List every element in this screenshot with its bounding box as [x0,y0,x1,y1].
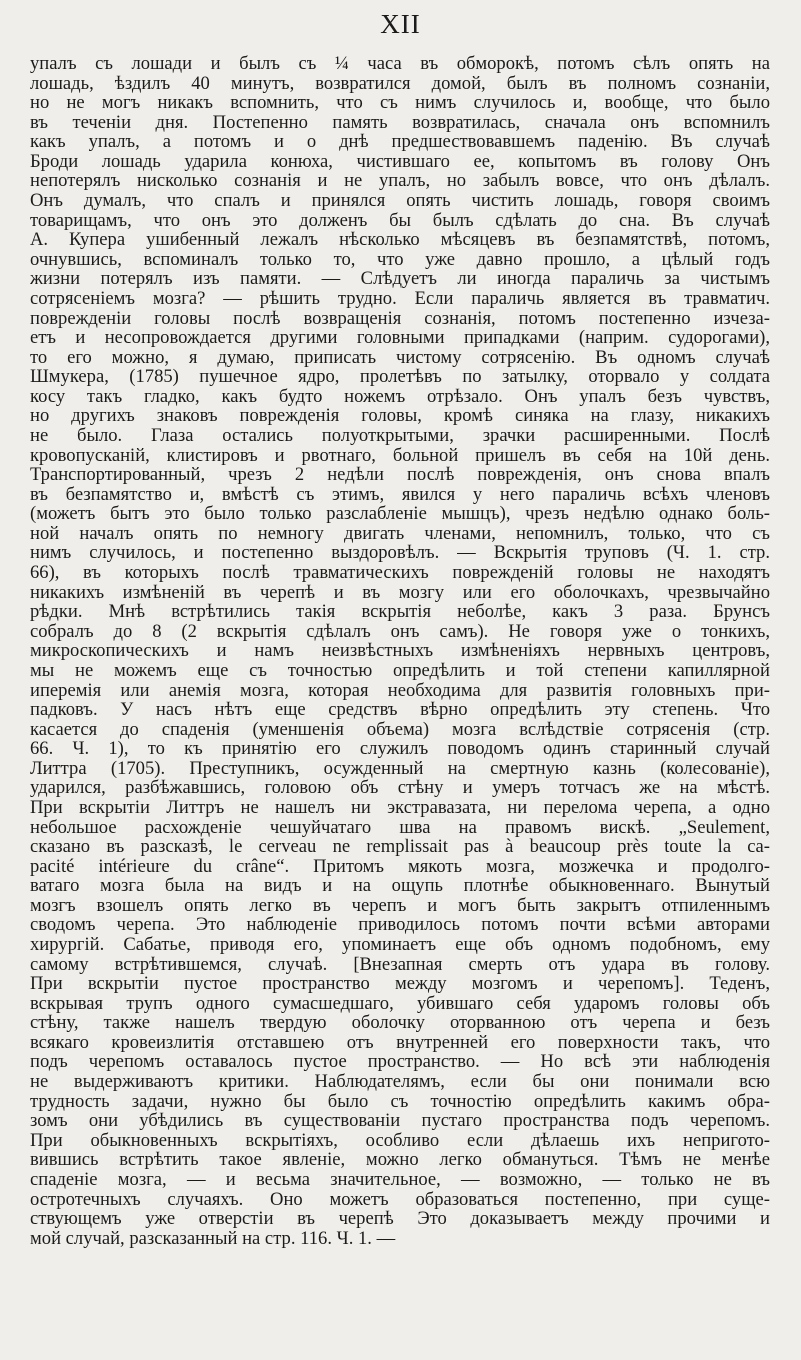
text-line: товарищамъ, что онъ это долженъ бы былъ сдѣлать до сна. Въ случаѣ [30,210,770,231]
text-line: непотерялъ нисколько сознанія и не упалъ, но забылъ вовсе, что онъ дѣлалъ. [30,171,770,192]
text-line: сводомъ черепа. Это наблюденіе приводилось потомъ почти всѣми авторами [30,915,770,936]
text-line: Транспортированный, чрезъ 2 недѣли послѣ поврежденія, онъ снова впалъ [30,465,770,485]
text-line: сказано въ разсказѣ, le cerveau ne remplissait pas à beaucoup près toute la ca- [30,837,770,857]
text-line: падковъ. У насъ нѣтъ еще средствъ вѣрно опредѣлить эту степень. Что [30,700,770,720]
text-line: мы не можемъ еще съ точностью опредѣлить и той степени капиллярной [30,660,770,681]
text-line: 66. Ч. 1), то къ принятію его служилъ поводомъ одинъ старинный случай [30,739,770,759]
text-line: мозгъ взошелъ опять легко въ черепъ и могъ быть закрытъ отпиленнымъ [30,895,770,916]
text-line: поврежденіи головы послѣ возвращенія сознанія, потомъ постепенно изчеза- [30,308,770,329]
text-line: При вскрытіи пустое пространство между мозгомъ и черепомъ]. Теденъ, [30,974,770,994]
text-line: сотрясеніемъ мозга? — рѣшить трудно. Если параличь является въ травматич. [30,288,770,309]
text-line: спаденіе мозга, — и весьма значительное, — возможно, — только не въ [30,1169,770,1190]
text-line: микроскопическихъ и намъ неизвѣстныхъ измѣненіяхъ нервныхъ центровъ, [30,641,770,661]
text-line: въ теченіи дня. Постепенно память возвратилась, сначала онъ вспомнилъ [30,112,770,133]
text-line: очнувшись, вспоминалъ только то, что уже давно прошло, а цѣлый годъ [30,249,770,270]
text-line: (можетъ бытъ это было только разслабленіе мышцъ), чрезъ недѣлю однако боль- [30,504,770,524]
text-line: А. Купера ушибенный лежалъ нѣсколько мѣсяцевъ въ безпамятствѣ, потомъ, [30,230,770,250]
text-line: самому встрѣтившемся, случаѣ. [Внезапная смерть отъ удара въ голову. [30,954,770,975]
text-line: зомъ они убѣдились въ существованіи пустаго пространства подъ черепомъ. [30,1111,770,1131]
text-line: нимъ случилось, и постепенно выздоровѣлъ. — Вскрытія труповъ (Ч. 1. стр. [30,543,770,564]
text-line: какъ упалъ, а потомъ и о днѣ предшествовавшемъ паденію. Въ случаѣ [30,132,770,152]
text-line: упалъ съ лошади и былъ съ ¼ часа въ обморокѣ, потомъ сѣлъ опять на [30,54,770,74]
text-line: При обыкновенныхъ вскрытіяхъ, особливо если дѣлаешь ихъ непригото- [30,1130,770,1151]
text-line: кровопусканій, клистировъ и рвотнаго, больной пришелъ въ себя на 10й день. [30,445,770,466]
text-line: Литтра (1705). Преступникъ, осужденный на смертную казнь (колесованіе), [30,758,770,779]
text-line: иперемія или анемія мозга, которая необходима для развитія головныхъ при- [30,680,770,701]
text-line: ной началъ опять по немногу двигать членами, непомнилъ, только, что съ [30,523,770,544]
text-line: не было. Глаза остались полуоткрытыми, зрачки расширенными. Послѣ [30,425,770,446]
text-line: стѣну, также нашелъ твердую оболочку оторванною отъ черепа и безъ [30,1013,770,1033]
text-line: При вскрытіи Литтръ не нашелъ ни экстравазата, ни перелома черепа, а одно [30,797,770,818]
text-line: но не могъ никакъ вспомнить, что съ нимъ случилось и, вообще, что было [30,93,770,113]
text-line: трудность задачи, нужно бы было съ точностію опредѣлить какимъ обра- [30,1091,770,1112]
text-line: Шмукера, (1785) пушечное ядро, пролетѣвъ по затылку, оторвало у солдата [30,367,770,387]
text-line: pacité intérieure du crâne“. Притомъ мякоть мозга, мозжечка и продолго- [30,856,770,877]
text-line: жизни потерялъ изъ памяти. — Слѣдуетъ ли иногда параличь за чистымъ [30,269,770,289]
text-line: то его можно, я думаю, приписать чистому сотрясенію. Въ одномъ случаѣ [30,347,770,368]
text-line: не выдерживаютъ критики. Наблюдателямъ, если бы они понимали всю [30,1072,770,1092]
text-line: косу такъ гладко, какъ будто ножемъ отрѣзало. Онъ упалъ безъ чувствъ, [30,386,770,407]
text-line: ударился, разбѣжавшись, головою объ стѣну и умеръ тотчасъ же на мѣстѣ. [30,778,770,798]
text-line: всякаго кровеизлитія отставшею отъ внутренней его поверхности такъ, что [30,1032,770,1053]
text-line: мой случай, разсказанный на стр. 116. Ч. 1. — [30,1228,396,1249]
text-line: подъ черепомъ оставалось пустое пространство. — Но всѣ эти наблюденія [30,1052,770,1073]
text-line: остротечныхъ случаяхъ. Оно можетъ образоваться постепенно, при суще- [30,1189,770,1210]
page-number: XII [380,9,421,39]
text-line: небольшое расхожденіе чешуйчатаго шва на правомъ вискѣ. „Seulement, [30,817,770,838]
text-line: ватаго мозга была на видъ и на ощупь плотнѣе обыкновеннаго. Вынутый [30,876,770,896]
text-line: 66), въ которыхъ послѣ травматическихъ поврежденій головы не находятъ [30,563,770,583]
text-line: никакихъ измѣненій въ черепѣ и въ мозгу или его оболочкахъ, чрезвычайно [30,582,770,603]
text-line: хирургій. Сабатье, приводя его, упоминаетъ еще объ одномъ подобномъ, ему [30,935,770,955]
text-line: етъ и несопровождается другими головными припадками (наприм. судорогами), [30,328,770,348]
text-line: касается до спаденія (уменшенія объема) мозга вслѣдствіе сотрясенія (стр. [30,719,770,740]
text-line: но другихъ знаковъ поврежденія головы, кромѣ синяка на глазу, никакихъ [30,406,770,426]
text-line: ствующемъ уже отверстіи въ черепѣ Это доказываетъ между прочими и [30,1209,770,1229]
text-line: собралъ до 8 (2 вскрытія сдѣлалъ онъ самъ). Не говоря уже о тонкихъ, [30,621,770,642]
text-line: вившись встрѣтить такое явленіе, можно легко обмануться. Тѣмъ не менѣе [30,1150,770,1170]
text-line: Онъ думалъ, что спалъ и принялся опять чистить лошадь, говоря своимъ [30,191,770,211]
body-text [30,54,770,1248]
text-line: лошадь, ѣздилъ 40 минутъ, возвратился домой, былъ въ полномъ сознаніи, [30,73,770,94]
text-line: вскрывая трупъ одного сумасшедшаго, убившаго себя ударомъ головы объ [30,993,770,1014]
text-line: Броди лошадь ударила конюха, чистившаго ее, копытомъ въ голову Онъ [30,151,770,172]
text-line: въ безпамятство и, вмѣстѣ съ этимъ, явился у него параличь всѣхъ членовъ [30,484,770,505]
text-line: рѣдки. Мнѣ встрѣтились такія вскрытія неболѣе, какъ 3 раза. Брунсъ [30,602,770,622]
